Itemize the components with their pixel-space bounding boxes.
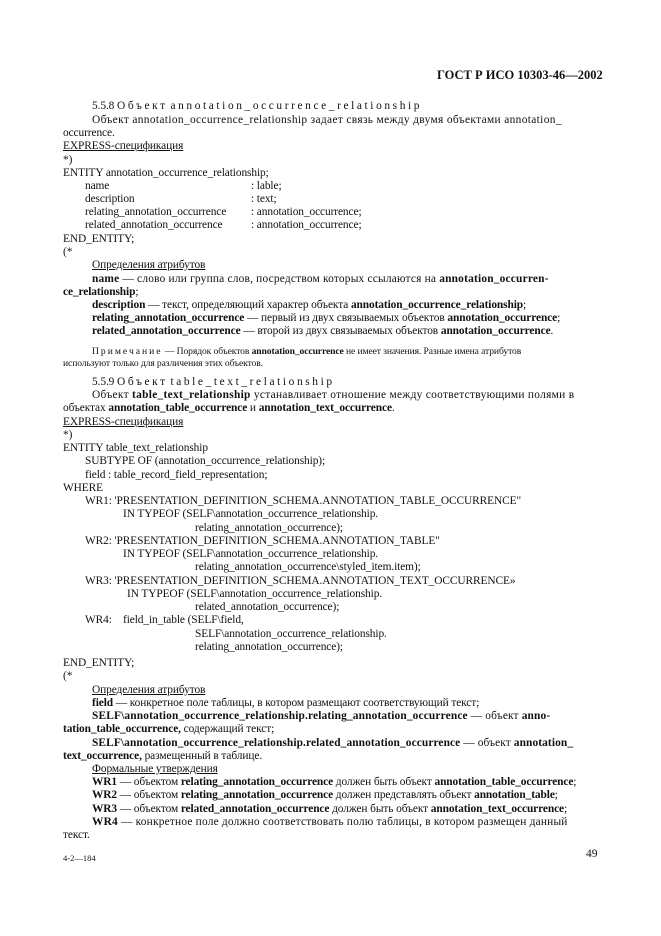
definition-description: description — текст, определяющий характер объекта annotation_occurrence_relationship; [92,299,527,311]
express-label: EXPRESS-спецификация [63,416,184,428]
attribute-type: : lable; [251,180,282,192]
note: Примечание — Порядок объектов annotation_occurrence не имеет значения. Разные имена атрибутов [92,346,522,357]
comment-open: (* [63,246,73,258]
code-line: WHERE [63,482,103,494]
code-line: ENTITY table_text_relationship [63,442,208,454]
definition-related: related_annotation_occurrence — второй из двух связываемых объектов annotation_occurrence. [92,325,554,337]
definition-related: SELF\annotation_occurrence_relationship.related_annotation_occurrence — объект annotation_ [92,737,574,749]
code-line: relating_annotation_occurrence); [195,522,343,534]
definition-relating: relating_annotation_occurrence — первый из двух связываемых объектов annotation_occurrence; [92,312,561,324]
definition-relating: SELF\annotation_occurrence_relationship.relating_annotation_occurrence — объект anno- [92,710,551,722]
definition-name-cont: ce_relationship; [63,286,139,298]
attribute-name: relating_annotation_occurrence [85,206,227,218]
note-cont: используют только для различения этих объектов. [63,358,263,369]
attribute-type: : text; [251,193,277,205]
code-line: relating_annotation_occurrence); [195,641,343,653]
section-title-name: table_text_relationship [170,376,335,388]
express-label: EXPRESS-спецификация [63,140,184,152]
section-number: 5.5.8 [92,100,115,112]
code-line: IN TYPEOF (SELF\annotation_occurrence_relationship. [123,508,379,520]
paragraph-line: Объект annotation_occurrence_relationship задает связь между двумя объектами annotation_ [92,114,562,126]
definition-name: name — слово или группа слов, посредством которых ссылаются на annotation_occurren- [92,273,549,285]
section-heading-5-5-9 [92,376,335,389]
code-line: WR3: 'PRESENTATION_DEFINITION_SCHEMA.ANNOTATION_TEXT_OCCURRENCE» [85,575,516,587]
formal-wr2: WR2 — объектом relating_annotation_occurrence должен представлять объект annotation_table; [92,789,558,801]
document-header: ГОСТ Р ИСО 10303-46—2002 [437,68,603,82]
definitions-label: Определения атрибутов [92,684,206,696]
formal-wr4: WR4 — конкретное поле должно соответствовать полю таблицы, в котором размещен данный [92,816,568,828]
section-title-word: Объект [117,100,168,112]
attribute-type: : annotation_occurrence; [251,206,362,218]
express-open: *) [63,154,73,166]
section-number: 5.5.9 [92,376,115,388]
attribute-type: : annotation_occurrence; [251,219,362,231]
section-title-name: annotation_occurrence_relationship [170,100,423,112]
code-line: WR4: [85,614,112,626]
code-line: (* [63,670,73,682]
code-line: WR2: 'PRESENTATION_DEFINITION_SCHEMA.ANNOTATION_TABLE" [85,535,440,547]
page-number: 49 [586,848,598,860]
definition-field: field — конкретное поле таблицы, в котором размещают соответствующий текст; [92,697,480,709]
code-line: WR1: 'PRESENTATION_DEFINITION_SCHEMA.ANNOTATION_TABLE_OCCURRENCE" [85,495,521,507]
footer-code: 4-2—184 [63,853,96,863]
express-open: *) [63,429,73,441]
paragraph-line: объектах annotation_table_occurrence и annotation_text_occurrence. [63,402,395,414]
definition-relating-cont: tation_table_occurrence, содержащий текст; [63,723,275,735]
code-line: field_in_table (SELF\field, [123,614,244,626]
attribute-name: name [85,180,110,192]
code-line: relating_annotation_occurrence\styled_item.item); [195,561,421,573]
code-line: related_annotation_occurrence); [195,601,340,613]
formal-wr1: WR1 — объектом relating_annotation_occurrence должен быть объект annotation_table_occurrence; [92,776,577,788]
paragraph-line: occurrence. [63,127,115,139]
attribute-name: related_annotation_occurrence [85,219,223,231]
formal-wr4-cont: текст. [63,829,90,841]
code-line: field : table_record_field_representation; [85,469,268,481]
paragraph-line: Объект table_text_relationship устанавливает отношение между соответствующими полями в [92,389,575,401]
formal-wr3: WR3 — объектом related_annotation_occurrence должен быть объект annotation_text_occurrence; [92,803,568,815]
definitions-label: Определения атрибутов [92,259,206,271]
formal-statements-label: Формальные утверждения [92,763,218,775]
code-line: SELF\annotation_occurrence_relationship. [195,628,387,640]
entity-line: ENTITY annotation_occurrence_relationship; [63,167,269,179]
end-entity: END_ENTITY; [63,233,135,245]
definition-related-cont: text_occurrence, размещенный в таблице. [63,750,263,762]
section-title-word: Объект [117,376,168,388]
code-line: END_ENTITY; [63,657,135,669]
code-line: SUBTYPE OF (annotation_occurrence_relationship); [85,455,326,467]
section-heading-5-5-8 [92,100,422,113]
attribute-name: description [85,193,135,205]
code-line: IN TYPEOF (SELF\annotation_occurrence_relationship. [123,548,379,560]
code-line: IN TYPEOF (SELF\annotation_occurrence_relationship. [127,588,383,600]
